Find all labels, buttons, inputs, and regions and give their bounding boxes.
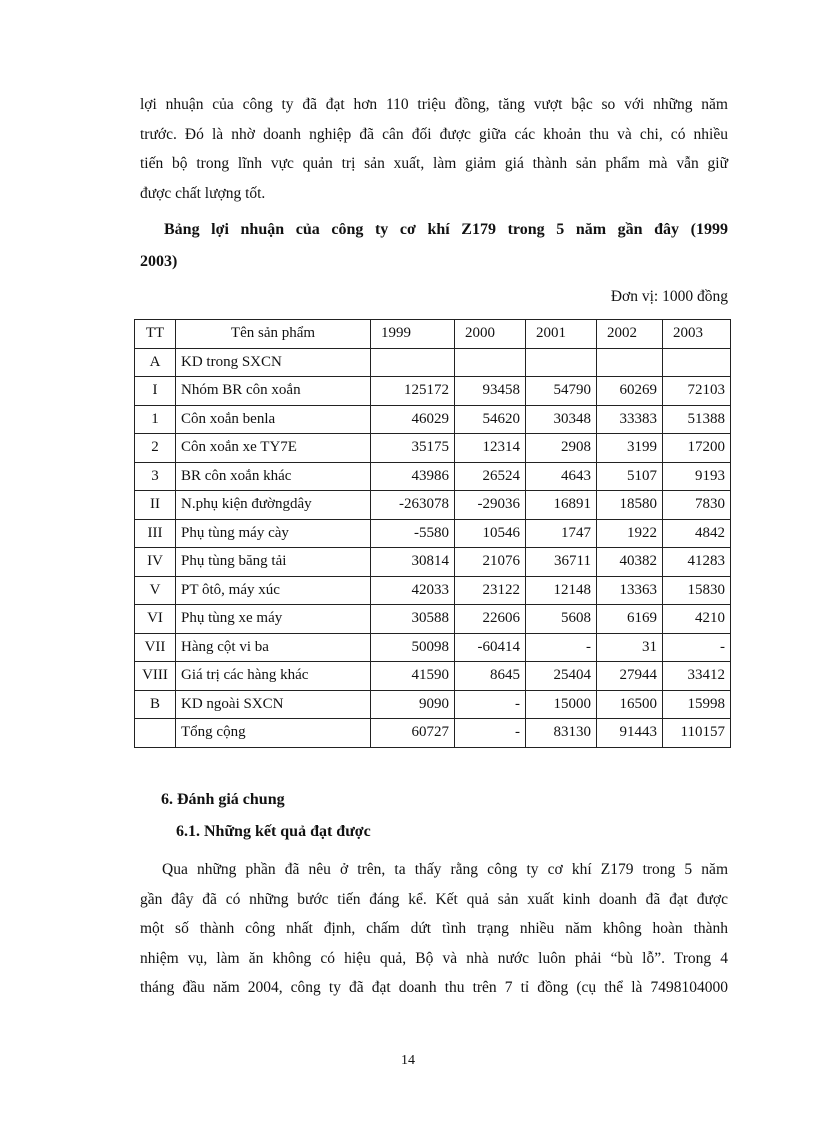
text-line: trước. Đó là nhờ doanh nghiệp đã cân đối được giữa các khoản thu và chi, có nhiều: [140, 125, 728, 143]
cell-2002: 13363: [597, 576, 663, 605]
text-line: tiến bộ trong lĩnh vực quản trị sản xuất, làm giảm giá thành sản phẩm mà vẫn giữ: [140, 155, 728, 172]
table-row: [135, 405, 731, 434]
table-row: [135, 548, 731, 577]
cell-2001: -: [526, 633, 597, 662]
cell-2000: 21076: [455, 548, 526, 577]
cell-1999: -5580: [371, 519, 455, 548]
cell-2003: 15998: [663, 690, 731, 719]
cell-2003: 7830: [663, 491, 731, 520]
cell-2000: 54620: [455, 405, 526, 434]
cell-2000: 8645: [455, 662, 526, 691]
cell-1999: [371, 348, 455, 377]
cell-tt: IV: [135, 548, 176, 577]
cell-1999: 30588: [371, 605, 455, 634]
cell-2002: 31: [597, 633, 663, 662]
cell-tt: VIII: [135, 662, 176, 691]
cell-2002: 6169: [597, 605, 663, 634]
cell-tt: II: [135, 491, 176, 520]
cell-product-name: Phụ tùng xe máy: [176, 605, 371, 634]
table-header-cell: TT: [135, 320, 176, 349]
cell-2001: [526, 348, 597, 377]
cell-2001: 30348: [526, 405, 597, 434]
cell-tt: I: [135, 377, 176, 406]
cell-2002: 33383: [597, 405, 663, 434]
cell-tt: 2: [135, 434, 176, 463]
cell-2003: [663, 348, 731, 377]
cell-product-name: Phụ tùng máy cày: [176, 519, 371, 548]
cell-tt: A: [135, 348, 176, 377]
text-line: lợi nhuận của công ty đã đạt hơn 110 triệu đồng, tăng vượt bậc so với những năm: [140, 96, 728, 113]
table-header-cell: Tên sản phẩm: [176, 320, 371, 349]
table-row: [135, 690, 731, 719]
cell-tt: 3: [135, 462, 176, 491]
table-row: [135, 462, 731, 491]
cell-product-name: BR côn xoắn khác: [176, 462, 371, 491]
table-row: [135, 434, 731, 463]
cell-2000: 26524: [455, 462, 526, 491]
cell-2002: 27944: [597, 662, 663, 691]
page-number: 14: [401, 1053, 415, 1068]
cell-2000: 23122: [455, 576, 526, 605]
cell-2003: 15830: [663, 576, 731, 605]
cell-product-name: Côn xoắn benla: [176, 405, 371, 434]
cell-2003: -: [663, 633, 731, 662]
table-header-cell: 2001: [526, 320, 597, 349]
table-row: [135, 348, 731, 377]
text-line: một số thành công nhất định, chấm dứt tình trạng nhiều năm không hoàn thành: [140, 920, 728, 937]
cell-2001: 25404: [526, 662, 597, 691]
cell-1999: 60727: [371, 719, 455, 748]
cell-2003: 33412: [663, 662, 731, 691]
paragraph-profit-summary: [140, 90, 728, 208]
text-line: Qua những phần đã nêu ở trên, ta thấy rằng công ty cơ khí Z179 trong 5 năm: [162, 861, 728, 878]
cell-2003: 4210: [663, 605, 731, 634]
cell-2001: 54790: [526, 377, 597, 406]
subsection-heading: 6.1. Những kết quả đạt được: [176, 823, 371, 840]
cell-2002: 60269: [597, 377, 663, 406]
cell-2001: 83130: [526, 719, 597, 748]
cell-product-name: Phụ tùng băng tải: [176, 548, 371, 577]
section-heading: 6. Đánh giá chung: [161, 791, 285, 808]
cell-2000: 22606: [455, 605, 526, 634]
cell-2001: 36711: [526, 548, 597, 577]
caption-line: Bảng lợi nhuận của công ty cơ khí Z179 trong 5 năm gần đây (1999: [164, 221, 728, 238]
cell-tt: V: [135, 576, 176, 605]
cell-2001: 5608: [526, 605, 597, 634]
cell-2003: 110157: [663, 719, 731, 748]
cell-2001: 12148: [526, 576, 597, 605]
table-caption: [140, 214, 728, 278]
cell-2000: 93458: [455, 377, 526, 406]
cell-product-name: Giá trị các hàng khác: [176, 662, 371, 691]
cell-2003: 41283: [663, 548, 731, 577]
text-line: tháng đầu năm 2004, công ty đã đạt doanh thu trên 7 tỉ đồng (cụ thể là 7498104000: [140, 979, 728, 996]
cell-2001: 2908: [526, 434, 597, 463]
cell-2000: -: [455, 719, 526, 748]
cell-2000: 10546: [455, 519, 526, 548]
cell-2000: -: [455, 690, 526, 719]
cell-2003: 51388: [663, 405, 731, 434]
table-row: [135, 719, 731, 748]
cell-product-name: KD ngoài SXCN: [176, 690, 371, 719]
table-row: [135, 605, 731, 634]
cell-2002: 16500: [597, 690, 663, 719]
cell-tt: 1: [135, 405, 176, 434]
unit-note: Đơn vị: 1000 đồng: [610, 288, 728, 305]
table-header-cell: 2000: [455, 320, 526, 349]
cell-2002: 18580: [597, 491, 663, 520]
table-row: [135, 377, 731, 406]
text-line: nhiệm vụ, làm ăn không có hiệu quả, Bộ và nhà nước luôn phải “bù lỗ”. Trong 4: [140, 949, 728, 967]
cell-tt: III: [135, 519, 176, 548]
table-row: [135, 576, 731, 605]
cell-tt: VII: [135, 633, 176, 662]
cell-product-name: PT ôtô, máy xúc: [176, 576, 371, 605]
cell-1999: 42033: [371, 576, 455, 605]
cell-2000: 12314: [455, 434, 526, 463]
cell-1999: 35175: [371, 434, 455, 463]
cell-2002: 3199: [597, 434, 663, 463]
table-header-cell: 2002: [597, 320, 663, 349]
cell-2002: 40382: [597, 548, 663, 577]
caption-line: 2003): [140, 253, 178, 270]
cell-2002: 5107: [597, 462, 663, 491]
profit-table: [134, 319, 731, 748]
table-header-cell: 1999: [371, 320, 455, 349]
cell-2000: [455, 348, 526, 377]
cell-2001: 1747: [526, 519, 597, 548]
cell-product-name: Tổng cộng: [176, 719, 371, 748]
cell-tt: B: [135, 690, 176, 719]
table-row: [135, 519, 731, 548]
cell-2003: 4842: [663, 519, 731, 548]
cell-product-name: Nhóm BR côn xoắn: [176, 377, 371, 406]
cell-1999: -263078: [371, 491, 455, 520]
paragraph-results: [140, 855, 728, 1003]
cell-product-name: Hàng cột vi ba: [176, 633, 371, 662]
table-header-row: [135, 320, 731, 349]
table-row: [135, 633, 731, 662]
cell-2002: [597, 348, 663, 377]
cell-product-name: KD trong SXCN: [176, 348, 371, 377]
cell-2000: -60414: [455, 633, 526, 662]
cell-product-name: Côn xoắn xe TY7E: [176, 434, 371, 463]
text-line: gần đây đã có những bước tiến đáng kể. Kết quả sản xuất kinh doanh đã đạt được: [140, 890, 728, 908]
cell-1999: 30814: [371, 548, 455, 577]
table-row: [135, 662, 731, 691]
cell-1999: 41590: [371, 662, 455, 691]
cell-2003: 72103: [663, 377, 731, 406]
cell-2001: 16891: [526, 491, 597, 520]
cell-1999: 50098: [371, 633, 455, 662]
text-line: được chất lượng tốt.: [140, 184, 266, 202]
cell-1999: 43986: [371, 462, 455, 491]
cell-2001: 15000: [526, 690, 597, 719]
table-header-cell: 2003: [663, 320, 731, 349]
table-row: [135, 491, 731, 520]
cell-2003: 17200: [663, 434, 731, 463]
cell-tt: [135, 719, 176, 748]
cell-2000: -29036: [455, 491, 526, 520]
cell-1999: 9090: [371, 690, 455, 719]
cell-1999: 125172: [371, 377, 455, 406]
cell-2002: 91443: [597, 719, 663, 748]
cell-2001: 4643: [526, 462, 597, 491]
cell-product-name: N.phụ kiện đườngdây: [176, 491, 371, 520]
cell-2002: 1922: [597, 519, 663, 548]
cell-1999: 46029: [371, 405, 455, 434]
cell-tt: VI: [135, 605, 176, 634]
cell-2003: 9193: [663, 462, 731, 491]
